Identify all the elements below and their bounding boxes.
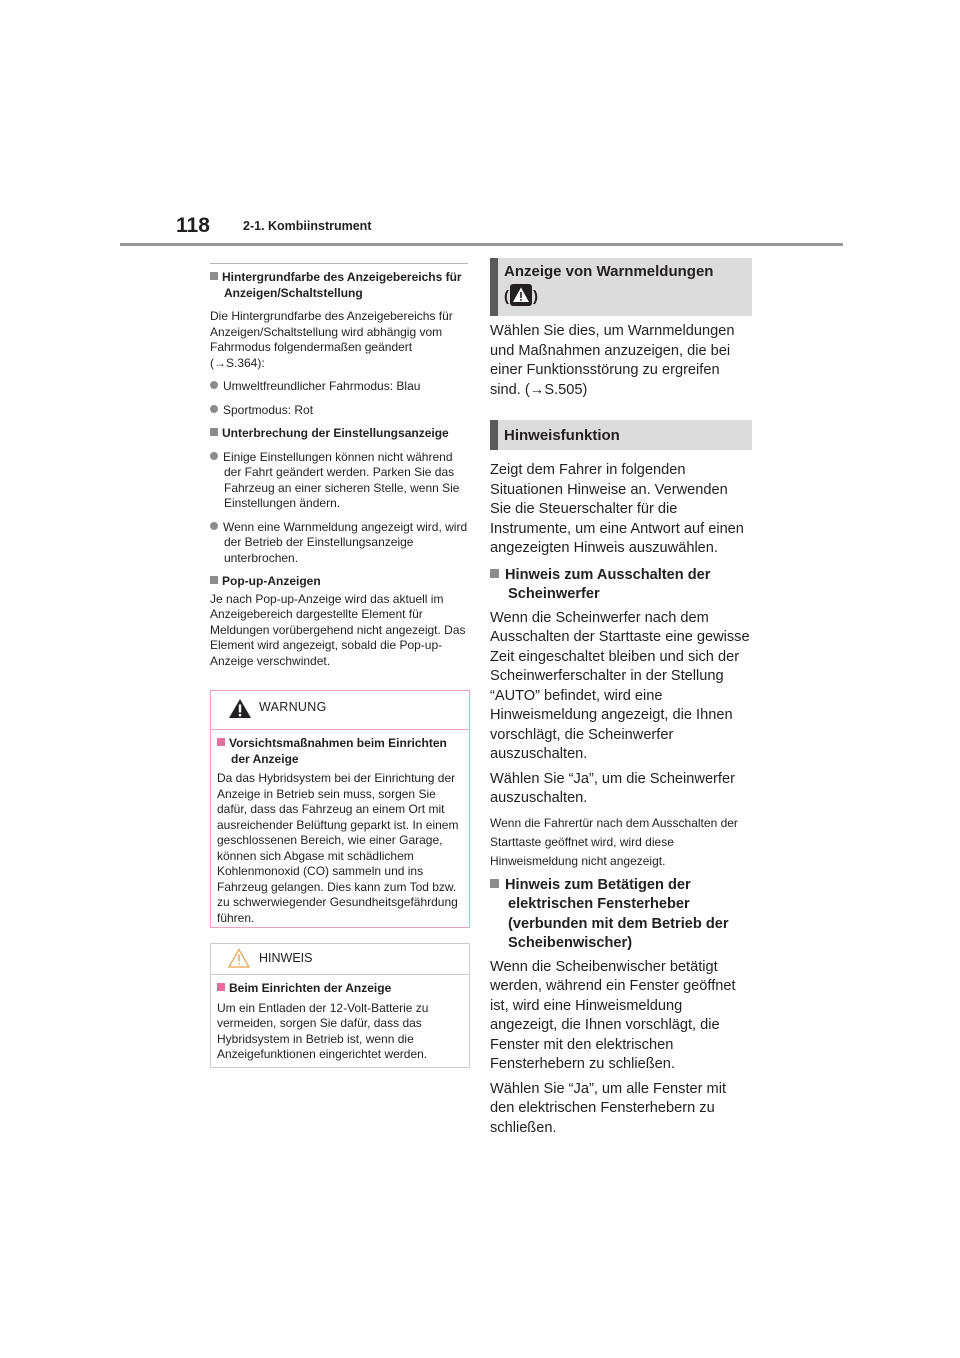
notice-text: Um ein Entladen der 12-Volt-Batterie zu vermeiden, sorgen Sie dafür, dass das Hybridsystem in Betrieb ist, wenn die Anzeigefunktionen eingerichtet werden. <box>217 1000 429 1061</box>
warning-header <box>211 691 469 730</box>
paragraph-warning-messages: Wählen Sie dies, um Warnmeldungen und Maßnahmen anzuzeigen, die bei einer Funktionsstörung zu ergreifen sind. (→S.505) <box>490 323 735 398</box>
square-bullet-icon <box>490 879 499 888</box>
section-title: 2-1. Kombiinstrument <box>243 219 372 233</box>
section-title-hint-function: Hinweisfunktion <box>504 427 620 444</box>
paragraph-headlights-yes: Wählen Sie “Ja”, um die Scheinwerfer auszuschalten. <box>490 770 735 806</box>
square-bullet-icon <box>217 983 225 991</box>
section-header-hint-function <box>490 420 752 450</box>
bullet-settings-driving: Einige Einstellungen können nicht während der Fahrt geändert werden. Parken Sie das Fahrzeug an einer sicheren Stelle, wenn Sie Einstellungen ändern. <box>210 450 468 512</box>
paragraph-background-color: Die Hintergrundfarbe des Anzeigebereichs für Anzeigen/Schaltstellung wird abhängig vom Fahrmodus folgendermaßen geändert (→S.364): <box>210 309 453 370</box>
paragraph-power-windows-yes: Wählen Sie “Ja”, um alle Fenster mit den elektrischen Fensterhebern zu schließen. <box>490 1080 727 1136</box>
warning-message-icon <box>510 284 532 306</box>
right-column <box>490 258 752 1138</box>
notice-title: HINWEIS <box>259 951 313 965</box>
warning-title: WARNUNG <box>259 700 327 714</box>
section-header-bar <box>490 258 498 316</box>
notice-header <box>211 944 469 975</box>
paragraph-headlights: Wenn die Scheinwerfer nach dem Ausschalten der Starttaste eine gewisse Zeit eingeschaltet bleiben und sich der Scheinwerferschalter in der Stellung “AUTO” befindet, wird eine Hinweismeldung angezeigt, die Ihnen vorschlägt, die Scheinwerfer auszuschalten. <box>490 609 750 762</box>
warning-body <box>211 730 469 926</box>
paragraph-popup: Je nach Pop-up-Anzeige wird das aktuell im Anzeigebereich dargestellte Element für Meldungen vorübergehend nicht angezeigt. Das Element wird angezeigt, sobald die Pop-up-Anzeige verschwindet. <box>210 591 466 668</box>
bullet-sport-mode: Sportmodus: Rot <box>210 403 468 419</box>
square-bullet-icon <box>210 272 218 280</box>
round-bullet-icon <box>210 522 218 530</box>
warning-box <box>210 690 470 928</box>
paragraph-hint-function: Zeigt dem Fahrer in folgenden Situationen Hinweise an. Verwenden Sie die Steuerschalter für die Instrumente, um eine Antwort auf einen angezeigten Hinweis auszuwählen. <box>490 462 744 556</box>
round-bullet-icon <box>210 452 218 460</box>
square-bullet-icon <box>210 576 218 584</box>
heading-background-color: Hintergrundfarbe des Anzeigebereichs für Anzeigen/Schaltstellung <box>210 270 468 301</box>
section-header-bar <box>490 420 498 450</box>
heading-settings-interrupt: Unterbrechung der Einstellungsanzeige <box>210 426 468 442</box>
heading-headlights: Hinweis zum Ausschalten der Scheinwerfer <box>490 566 752 605</box>
round-bullet-icon <box>210 405 218 413</box>
paragraph-power-windows: Wenn die Scheibenwischer betätigt werden, während ein Fenster geöffnet ist, wird eine Hinweismeldung angezeigt, die Ihnen vorschlägt, die Fenster mit den elektrischen Fensterhebern zu schließen. <box>490 958 736 1072</box>
warning-text: Da das Hybridsystem bei der Einrichtung der Anzeige in Betrieb sein muss, sorgen Sie dafür, dass das Fahrzeug an einem Ort mit ausreichender Belüftung geparkt ist. In einem geschlossenen Bereich, wie einer Garage, können sich Abgase mit schädlichem Kohlenmonoxid (CO) sammeln und ins Fahrzeug gelangen. Dies kann zum Tod bzw. zu schwerwiegender Gesundheitsgefährdung führen. <box>217 771 459 925</box>
section-title-warning-messages: Anzeige von Warnmeldungen ( ) <box>504 263 714 305</box>
heading-power-windows: Hinweis zum Betätigen der elektrischen Fensterheber (verbunden mit dem Betrieb der Scheibenwischer) <box>490 876 752 954</box>
warning-heading: Vorsichtsmaßnahmen beim Einrichten der Anzeige <box>217 736 463 767</box>
note-driver-door: Wenn die Fahrertür nach dem Ausschalten der Starttaste geöffnet wird, wird diese Hinweismeldung nicht angezeigt. <box>490 815 738 868</box>
page-number: 118 <box>176 214 210 237</box>
square-bullet-icon <box>217 738 225 746</box>
left-column <box>210 270 468 677</box>
section-header-warning-messages <box>490 258 752 316</box>
notice-box <box>210 943 470 1068</box>
notice-body <box>211 975 469 1063</box>
notice-heading: Beim Einrichten der Anzeige <box>217 981 463 997</box>
bullet-warning-message: Wenn eine Warnmeldung angezeigt wird, wird der Betrieb der Einstellungsanzeige unterbrochen. <box>210 520 468 567</box>
column-top-rule <box>210 263 468 264</box>
header-rule <box>120 243 843 246</box>
heading-popup: Pop-up-Anzeigen <box>210 574 468 590</box>
warning-triangle-icon <box>228 698 252 719</box>
square-bullet-icon <box>490 569 499 578</box>
round-bullet-icon <box>210 381 218 389</box>
square-bullet-icon <box>210 428 218 436</box>
notice-triangle-icon <box>228 948 250 968</box>
bullet-eco-mode: Umweltfreundlicher Fahrmodus: Blau <box>210 379 468 395</box>
